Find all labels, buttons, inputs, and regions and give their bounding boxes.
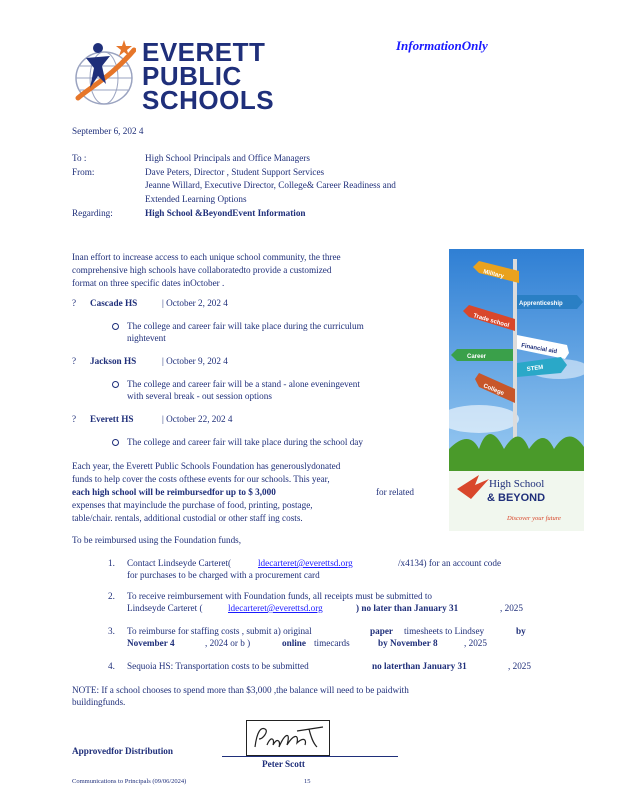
- email-link[interactable]: ldecarteret@everettsd.org: [258, 558, 353, 568]
- from-label: From:: [72, 167, 95, 177]
- event-mark: ?: [72, 356, 77, 366]
- bullet-circle-icon: [112, 439, 119, 446]
- to-value: High School Principals and Office Managers: [145, 153, 310, 163]
- bullet-circle-icon: [112, 323, 119, 330]
- step-3-line-1-post: timesheets to Lindsey: [404, 626, 485, 636]
- step-3-nov8: by November 8: [378, 638, 438, 648]
- step-3-online: online: [282, 638, 306, 648]
- sign-college: College: [482, 383, 505, 397]
- event-mark: ?: [72, 414, 77, 424]
- brand-tagline: Discover your future: [507, 515, 561, 522]
- step-number: 2.: [108, 591, 115, 601]
- intro-line-1: Inan effort to increase access to each unique school community, the three: [72, 252, 341, 262]
- step-1-line-1-pre: Contact Lindseyde Carteret(: [127, 558, 232, 568]
- foundation-line-4: expenses that mayinclude the purchase of food, printing, postage,: [72, 500, 313, 510]
- step-4-year: , 2025: [508, 661, 531, 671]
- foundation-line-3-rest: for related: [376, 487, 415, 497]
- step-3-by: by: [516, 626, 526, 636]
- signer-name: Peter Scott: [262, 759, 305, 769]
- event-mark: ?: [72, 298, 77, 308]
- reimburse-intro: To be reimbursed using the Foundation funds,: [72, 535, 242, 545]
- foundation-line-1: Each year, the Everett Public Schools Foundation has generouslydonated: [72, 461, 341, 471]
- step-number: 1.: [108, 558, 115, 568]
- foundation-line-3-bold: each high school will be reimbursedfor up to $ 3,000: [72, 487, 276, 497]
- to-label: To :: [72, 153, 87, 163]
- event-name: Cascade HS: [90, 298, 138, 308]
- from-line-2: Jeanne Willard, Executive Director, College& Career Readiness and: [145, 180, 396, 190]
- event-date: | October 22, 202 4: [162, 414, 233, 424]
- event-name: Everett HS: [90, 414, 134, 424]
- foundation-line-5: table/chair. rentals, additional custodial or other staff ing costs.: [72, 513, 303, 523]
- brand-line-1: High School: [489, 478, 545, 490]
- note-line-2: buildingfunds.: [72, 697, 126, 707]
- step-1-line-1-post: /x4134) for an account code: [398, 558, 502, 568]
- event-detail-2: nightevent: [127, 333, 166, 343]
- foundation-line-2: funds to help cover the costs ofthese events for our schools. This year,: [72, 474, 330, 484]
- bullet-circle-icon: [112, 381, 119, 388]
- information-only-label: InformationOnly: [396, 38, 488, 53]
- event-name: Jackson HS: [90, 356, 137, 366]
- intro-line-2: comprehensive high schools have collaboratedto provide a customized: [72, 265, 332, 275]
- sign-financial-aid: Financial aid: [520, 343, 558, 356]
- event-detail-2: with several break - out session options: [127, 391, 272, 401]
- step-4-deadline: no laterthan January 31: [372, 661, 467, 671]
- sign-military: Military: [482, 269, 505, 281]
- event-detail-1: The college and career fair will take place during the curriculum: [127, 321, 364, 331]
- step-3-mid: , 2024 or b ): [205, 638, 251, 648]
- note-line-1: NOTE: If a school chooses to spend more than $3,000 ,the balance will need to be paidwith: [72, 685, 409, 695]
- step-3-timecards: timecards: [314, 638, 350, 648]
- event-detail-1: The college and career fair will be a stand - alone eveningevent: [127, 379, 360, 389]
- brand-line-2: & BEYOND: [487, 492, 546, 504]
- high-school-beyond-image: [449, 249, 584, 531]
- logo-word-1: EVERETT: [142, 37, 266, 67]
- sign-stem: STEM: [526, 364, 544, 373]
- step-1-line-2: for purchases to be charged with a procurement card: [127, 570, 320, 580]
- event-date: | October 2, 202 4: [162, 298, 228, 308]
- sign-trade-school: Trade school: [472, 313, 510, 330]
- email-link[interactable]: ldecarteret@everettsd.org: [228, 603, 323, 613]
- step-2-deadline: ) no later than January 31: [356, 603, 459, 613]
- regarding-label: Regarding:: [72, 208, 113, 218]
- event-date: | October 9, 202 4: [162, 356, 228, 366]
- from-line-3: Extended Learning Options: [145, 194, 247, 204]
- logo-word-3: SCHOOLS: [142, 85, 275, 115]
- signature-image: [246, 720, 330, 756]
- step-3-paper: paper: [370, 626, 393, 636]
- sign-apprenticeship: Apprenticeship: [519, 301, 563, 307]
- signature-line: [222, 756, 398, 757]
- step-3-year: , 2025: [464, 638, 487, 648]
- step-2-line-1: To receive reimbursement with Foundation funds, all receipts must be submitted to: [127, 591, 433, 601]
- footer-text: Communications to Principals (09/06/2024): [72, 778, 187, 785]
- memo-date: September 6, 202 4: [72, 126, 144, 136]
- district-logo: [72, 34, 275, 115]
- step-number: 3.: [108, 626, 115, 636]
- step-3-nov4: November 4: [127, 638, 175, 648]
- step-2-line-2-pre: Lindseyde Carteret (: [127, 603, 203, 613]
- step-4-line-1-pre: Sequoia HS: Transportation costs to be submitted: [127, 661, 309, 671]
- page-number: 15: [304, 778, 311, 785]
- step-2-year: , 2025: [500, 603, 523, 613]
- event-detail-1: The college and career fair will take place during the school day: [127, 437, 363, 447]
- logo-word-2: PUBLIC: [142, 61, 242, 91]
- step-number: 4.: [108, 661, 115, 671]
- approval-label: Approvedfor Distribution: [72, 746, 173, 756]
- sign-career: Career: [467, 354, 487, 360]
- step-3-line-1-pre: To reimburse for staffing costs , submit a) original: [127, 626, 312, 636]
- logo-globe-icon: [72, 36, 136, 110]
- from-line-1: Dave Peters, Director , Student Support Services: [145, 167, 325, 177]
- intro-line-3: format on three specific dates inOctober .: [72, 278, 225, 288]
- regarding-value: High School &BeyondEvent Information: [145, 208, 306, 218]
